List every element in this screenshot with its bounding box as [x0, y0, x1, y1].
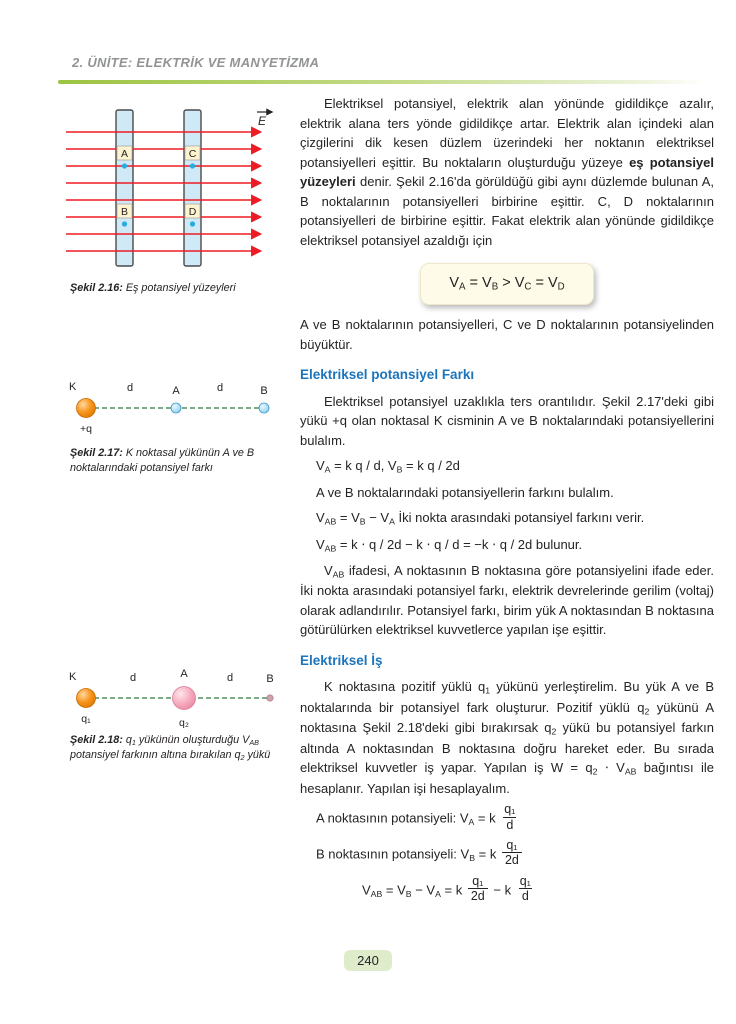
- label-a: A: [172, 385, 180, 397]
- charge-label: +q: [80, 423, 92, 435]
- figure-equipotential-surfaces: [56, 104, 288, 283]
- formula-potential-a: A noktasının potansiyeli: $V_A = k$ $\frac{\text{q₁}}{d}$: [316, 802, 516, 832]
- point-b-ball: [259, 403, 269, 413]
- header-divider: [58, 80, 704, 84]
- paragraph-equipotential: Elektriksel potansiyel, elektrik alan yönünde gidildikçe azalır, elektrik alana ters yönde gidildikçe artar. Elektrik alan içindeki alan çizgilerini dik kesen düzlem üzerindeki her noktanın elektriksel potansiyelleri eşittir. Bu noktaların oluşturduğu yüzeye eş potansiyel yüzeyleri denir. Şekil 2.16'da görüldüğü gibi aynı düzlemde bulunan A, B noktalarının potansiyelleri birbirine eşittir. C, D noktalarının potansiyelleri de birbirine eşittir. Fakat elektrik alan yönünde gidildikçe elektriksel potansiyel azaldığı için: [300, 96, 715, 248]
- formula-potential-difference: $V_{AB} = V_B - V_A = k$ $\frac{\text{q₁}}{2d}$ − k $\frac{\text{q₁}}{d}$: [362, 873, 531, 904]
- charge-k-ball: [77, 399, 96, 418]
- point-a-ball: [171, 403, 181, 413]
- point-dot-d: [190, 221, 195, 226]
- field-label: E: [257, 114, 267, 128]
- point-dot-a: [122, 163, 127, 168]
- label-a: A: [180, 668, 188, 680]
- distance-label-1: d: [126, 382, 134, 394]
- point-label-c: C: [188, 148, 197, 160]
- figure-2-18-caption: Şekil 2.18: $q_1$ yükünün oluşturduğu $V_{AB}$ potansiyel farkının altına bırakılan $q_2$ yükü: [70, 734, 271, 763]
- left-plate: [116, 110, 133, 266]
- figure-2-17-caption: Şekil 2.17: K noktasal yükünün A ve B noktalarındaki potansiyel farkı: [70, 447, 255, 475]
- figure-point-charge-potential: [60, 374, 282, 443]
- point-label-d: D: [188, 206, 197, 218]
- line-find-difference: A ve B noktalarındaki potansiyellerin farkını bulalım.: [316, 484, 614, 500]
- figure-2-16-diagram: [56, 104, 288, 278]
- paragraph-electrical-work: K noktasına pozitif yüklü $q_1$ yükünü yerleştirelim. Bu yük A ve B noktalarında bir potansiyel fark oluşturur. Pozitif yüklü $q_2$ yükünü A noktasına Şekil 2.18'deki gibi bırakırsak $q_2$ yükü bu potansiyel farkın altında A noktasından B noktasına doğru hareket eder. Bu sırada elektriksel kuvvetler iş yapar. Yapılan iş $W = q_2 \cdot V_{AB}$ bağıntısı ile hesaplanır. Yapılan işi hesaplayalım.: [300, 679, 715, 796]
- unit-header: 2. ÜNİTE: ELEKTRİK VE MANYETİZMA: [72, 55, 320, 70]
- right-plate: [184, 110, 201, 266]
- figure-2-18-diagram: [60, 660, 290, 732]
- potential-comparison-formula: $V_A = V_B > V_C = V_D$: [449, 275, 565, 293]
- figure-work-on-charge: [60, 660, 290, 737]
- paragraph-voltage-definition: $V_{AB}$ ifadesi, A noktasının B noktasına göre potansiyelini ifade eder. İki nokta arasındaki potansiyel farkı, elektrik devrelerinde gerilim (voltaj) olarak adlandırılır. Potansiyel farkı, birim yük A noktasından B noktasına götürülürken elektriksel kuvvetlerce yapılan işe eşittir.: [300, 563, 714, 638]
- label-b: B: [266, 673, 274, 685]
- section-heading-potential-difference: Elektriksel potansiyel Farkı: [300, 367, 475, 383]
- point-dot-c: [190, 163, 195, 168]
- formula-vab-definition: $V_{AB} = V_B - V_A$ İki nokta arasındaki potansiyel farkını verir.: [316, 510, 645, 527]
- label-k: K: [69, 671, 77, 683]
- charge-q1-label: q₁: [81, 713, 91, 725]
- charge-q2-ball: [173, 687, 196, 710]
- label-b: B: [260, 385, 268, 397]
- formula-vab-result: $V_{AB} = k \cdot q / 2d - k \cdot q / d = -k \cdot q / 2d$ bulunur.: [316, 536, 583, 553]
- formula-va-vb: $V_A = k$ q / d, $V_B = k$ q / 2d: [316, 458, 460, 475]
- paragraph-distance-relation: Elektriksel potansiyel uzaklıkla ters orantılıdır. Şekil 2.17'deki gibi yükü +q olan noktasal K cisminin A ve B noktalarındaki potansiyellerini bulalım.: [300, 393, 714, 448]
- label-k: K: [69, 381, 77, 393]
- distance-label-2: d: [216, 382, 224, 394]
- electric-field-lines: [66, 132, 260, 251]
- figure-2-17-diagram: [60, 374, 282, 438]
- point-b-dot: [267, 695, 273, 701]
- charge-q2-label: q₂: [179, 717, 189, 729]
- page-footer: [0, 950, 736, 971]
- section-heading-electrical-work: Elektriksel İş: [300, 652, 383, 668]
- paragraph-comparison: A ve B noktalarının potansiyelleri, C ve D noktalarının potansiyelinden büyüktür.: [300, 317, 714, 352]
- point-label-a: A: [120, 148, 129, 160]
- charge-q1-ball: [77, 689, 96, 708]
- figure-2-16-caption: Şekil 2.16: Eş potansiyel yüzeyleri: [70, 282, 236, 294]
- point-label-b: B: [120, 206, 129, 218]
- page-number: 240: [344, 950, 392, 971]
- body-text-column: [300, 94, 714, 911]
- point-dot-b: [122, 221, 127, 226]
- potential-comparison-box: [420, 263, 593, 305]
- formula-potential-b: B noktasının potansiyeli: $V_B = k$ $\frac{\text{q₁}}{2d}$: [300, 840, 714, 870]
- distance-label-1: d: [129, 672, 137, 684]
- distance-label-2: d: [226, 672, 234, 684]
